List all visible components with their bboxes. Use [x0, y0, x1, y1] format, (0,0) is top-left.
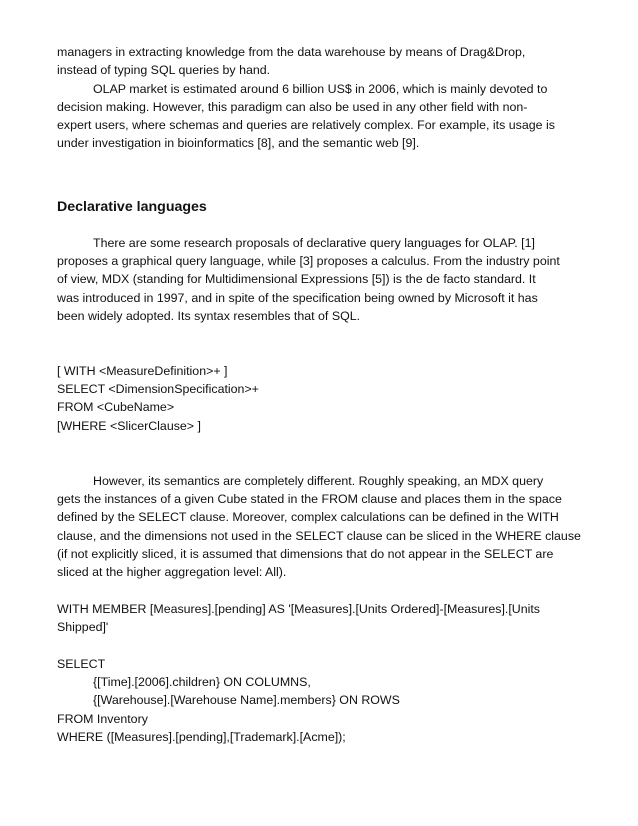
- code-line: FROM <CubeName>: [57, 400, 175, 415]
- text-line: managers in extracting knowledge from the data warehouse by means of Drag&Drop,: [57, 45, 526, 59]
- text-line: clause, and the dimensions not used in the SELECT clause can be sliced in the WHERE clause: [57, 528, 581, 543]
- text-line: instead of typing SQL queries by hand.: [57, 63, 271, 78]
- paragraph-semantics: [57, 472, 597, 582]
- text-line: under investigation in bioinformatics [8], and the semantic web [9].: [57, 136, 420, 151]
- text-line: of view, MDX (standing for Multidimensional Expressions [5]) is the de facto standard. It: [57, 272, 536, 287]
- text-line: was introduced in 1997, and in spite of the specification being owned by Microsoft it has: [57, 290, 538, 305]
- code-line: FROM Inventory: [57, 711, 148, 726]
- mdx-with-clause: [57, 600, 597, 637]
- code-line: WITH MEMBER [Measures].[pending] AS '[Measures].[Units Ordered]-[Measures].[Units: [57, 601, 541, 616]
- mdx-example-query: [57, 655, 597, 746]
- code-line: {[Time].[2006].children} ON COLUMNS,: [93, 674, 311, 689]
- paragraph-declarative: [57, 234, 597, 325]
- text-line: sliced at the higher aggregation level: All).: [57, 565, 287, 580]
- code-line: SELECT <DimensionSpecification>+: [57, 382, 259, 397]
- code-line: Shipped]': [57, 620, 109, 635]
- text-line: defined by the SELECT clause. Moreover, complex calculations can be defined in the WITH: [57, 510, 559, 525]
- mdx-syntax-block: [57, 362, 597, 435]
- document-page: [57, 43, 597, 746]
- text-line: decision making. However, this paradigm can also be used in any other field with non-: [57, 99, 528, 114]
- code-line: {[Warehouse].[Warehouse Name].members} ON ROWS: [93, 693, 400, 708]
- text-line: (if not explicitly sliced, it is assumed that dimensions that do not appear in the SELECT are: [57, 546, 554, 561]
- section-heading: Declarative languages: [57, 198, 207, 215]
- code-line: [ WITH <MeasureDefinition>+ ]: [57, 363, 228, 378]
- code-line: WHERE ([Measures].[pending],[Trademark].[Acme]);: [57, 729, 346, 744]
- paragraph-olap-market: [57, 80, 597, 153]
- code-line: [WHERE <SlicerClause> ]: [57, 418, 201, 433]
- text-line: expert users, where schemas and queries are relatively complex. For example, its usage is: [57, 118, 555, 133]
- text-line: OLAP market is estimated around 6 billion US$ in 2006, which is mainly devoted to: [93, 81, 548, 96]
- code-line: SELECT: [57, 656, 106, 671]
- text-line: been widely adopted. Its syntax resembles that of SQL.: [57, 308, 361, 323]
- text-line: gets the instances of a given Cube stated in the FROM clause and places them in the space: [57, 491, 562, 506]
- text-line: proposes a graphical query language, while [3] proposes a calculus. From the industry point: [57, 254, 560, 269]
- paragraph-continuation: [57, 43, 597, 80]
- text-line: However, its semantics are completely different. Roughly speaking, an MDX query: [93, 473, 544, 488]
- text-line: There are some research proposals of declarative query languages for OLAP. [1]: [93, 235, 535, 250]
